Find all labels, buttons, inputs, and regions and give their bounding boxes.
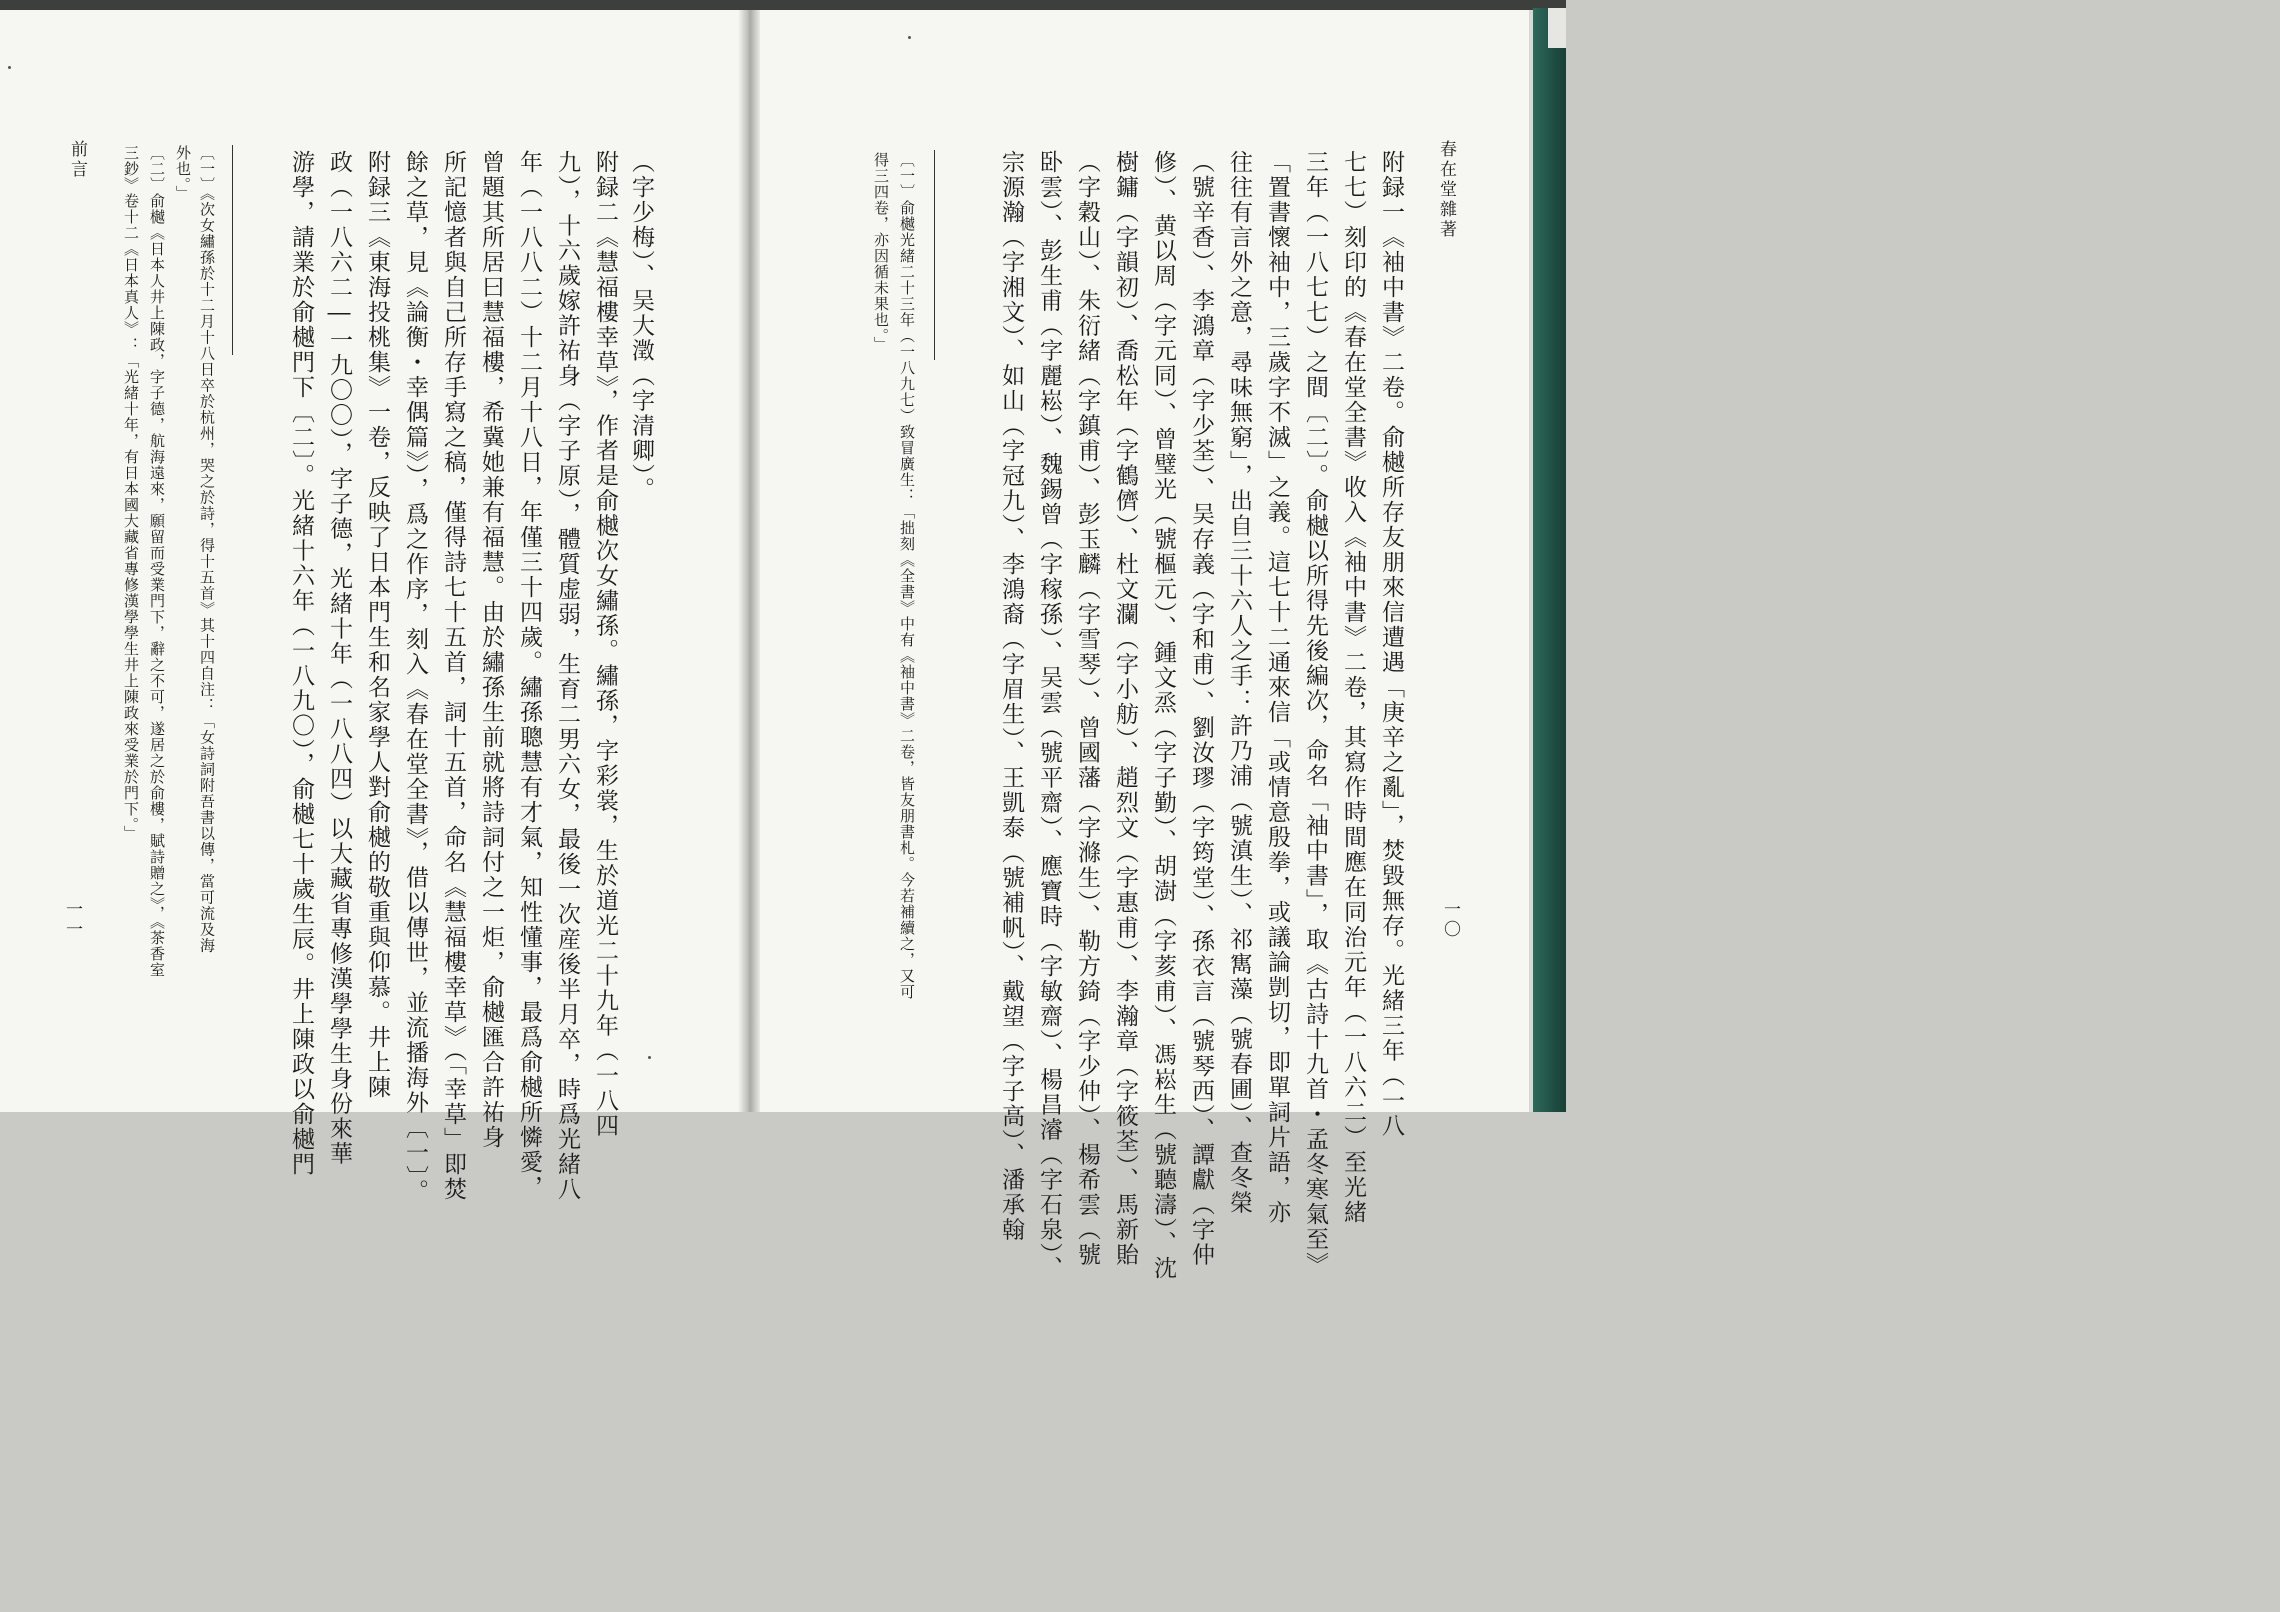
right-main-col-11: 宗源瀚（字湘文）、如山（字冠九）、李鴻裔（字眉生）、王凱泰（號補帆）、戴望（字子高）、潘承翰 (998, 150, 1024, 1243)
left-main-col-9: 政（一八六二―一九〇〇），字子德，光緒十年（一八八四）以大藏省專修漢學學生身份來華 (326, 150, 352, 1167)
right-main-col-7: 修）、黄以周（字元同）、曾璧光（號樞元）、鍾文烝（字子勤）、胡澍（字荄甫）、馮崧生（號聽濤）、沈 (1150, 150, 1176, 1281)
right-main-col-5: 往往有言外之意，尋味無窮」，出自三十六人之手：許乃浦（號滇生）、祁寯藻（號春圃）、查冬榮 (1226, 150, 1252, 1216)
book-gutter (738, 10, 760, 1112)
left-footnote-4: 三鈔》卷十二《日本真人》：「光緒十年，有日本國大藏省專修漢學學生井上陳政來受業於門下。」 (122, 145, 140, 842)
scan-speck (8, 66, 11, 69)
scan-speck (908, 36, 911, 39)
left-main-col-4: 年（一八八二）十二月十八日，年僅三十四歲。繡孫聰慧有才氣，知性懂事，最爲俞樾所憐愛， (516, 150, 542, 1200)
right-main-col-4: 「置書懷袖中，三歲字不滅」之義。這七十二通來信「或情意殷拳，或議論剴切，即單詞片語，亦 (1264, 150, 1290, 1225)
right-main-col-8: 樹鏞（字韻初）、喬松年（字鶴儕）、杜文瀾（字小舫）、趙烈文（字惠甫）、李瀚章（字筱荃）、馬新貽 (1112, 150, 1138, 1268)
left-footnote-2: 〔一〕《次女繡孫於十二月十八日卒於杭州，哭之於詩，得十五首》其十四自注：「女詩詞附吾書以傳，當可流及海 (198, 145, 216, 954)
right-main-col-10: 卧雲）、彭生甫（字麗崧）、魏錫曾（字稼孫）、吴雲（號平齋）、應寶時（字敏齋）、楊昌濬（字石泉）、 (1036, 150, 1062, 1281)
right-footnote-2: 得三四卷，亦因循未果也。」 (872, 152, 890, 353)
cover-corner (1548, 8, 1566, 48)
book-cover-edge (1533, 8, 1566, 1112)
right-footnote-1: 〔一〕俞樾光緒二十三年（一八九七）致冒廣生：「拙刻《全書》中有《袖中書》二卷，皆友朋書札。今若補續之，又可 (898, 152, 916, 1000)
right-main-col-2: 七七）刻印的《春在堂全書》收入《袖中書》二卷，其寫作時間應在同治元年（一八六二）至光緒 (1340, 150, 1366, 1225)
left-main-col-6: 所記憶者與自己所存手寫之稿，僅得詩七十五首，詞十五首，命名《慧福樓幸草》（「幸草」即焚 (440, 150, 466, 1202)
scan-speck (648, 1056, 651, 1059)
left-main-col-1: （字少梅）、吴大澂（字清卿）。 (628, 150, 654, 502)
right-page-number: 一〇 (1440, 900, 1460, 940)
left-footnote-1: 外也。」 (174, 145, 192, 202)
left-footnote-rule (232, 145, 233, 355)
left-page-number: 一一 (62, 900, 82, 940)
right-main-col-3: 三年（一八七七）之間〔二〕。俞樾以所得先後編次，命名「袖中書」，取《古詩十九首・孟冬寒氣至》 (1302, 150, 1328, 1277)
left-main-col-8: 附録三《東海投桃集》一卷，反映了日本門生和名家學人對俞樾的敬重與仰慕。井上陳 (364, 150, 390, 1100)
left-main-col-10: 游學，請業於俞樾門下〔二〕。光緒十六年（一八九〇），俞樾七十歲生辰。井上陳政以俞樾門 (288, 150, 314, 1177)
right-main-col-1: 附録一《袖中書》二卷。俞樾所存友朋來信遭遇「庚辛之亂」，焚毀無存。光緒三年（一八 (1378, 150, 1404, 1139)
right-footnote-rule (934, 150, 935, 360)
left-main-col-5: 曾題其所居曰慧福樓，希冀她兼有福慧。由於繡孫生前就將詩詞付之一炬，俞樾匯合許祐身 (478, 150, 504, 1150)
left-main-col-3: 九），十六歲嫁許祐身（字子原），體質虚弱，生育二男六女，最後一次産後半月卒，時爲光緒八 (554, 150, 580, 1202)
section-label: 前言 (67, 140, 87, 180)
left-footnote-3: 〔二〕俞樾《日本人井上陳政，字子德，航海遠來，願留而受業門下，辭之不可，遂居之於俞樓，賦詩贈之》，《茶香室 (148, 145, 166, 978)
right-main-col-6: （號辛香）、李鴻章（字少荃）、吴存義（字和甫）、劉汝璆（字筠堂）、孫衣言（號琴西）、譚獻（字仲 (1188, 150, 1214, 1268)
right-main-col-9: （字穀山）、朱衍緒（字鎮甫）、彭玉麟（字雪琴）、曾國藩（字滌生）、勒方錡（字少仲）、楊希雲（號 (1074, 150, 1100, 1268)
left-main-col-2: 附録二《慧福樓幸草》，作者是俞樾次女繡孫。繡孫，字彩裳，生於道光二十九年（一八四 (592, 150, 618, 1139)
running-head: 春在堂雜著 (1436, 140, 1456, 240)
left-main-col-7: 餘之草，見《論衡・幸偶篇》），爲之作序，刻入《春在堂全書》，借以傳世，並流播海外〔一〕。 (402, 150, 428, 1204)
